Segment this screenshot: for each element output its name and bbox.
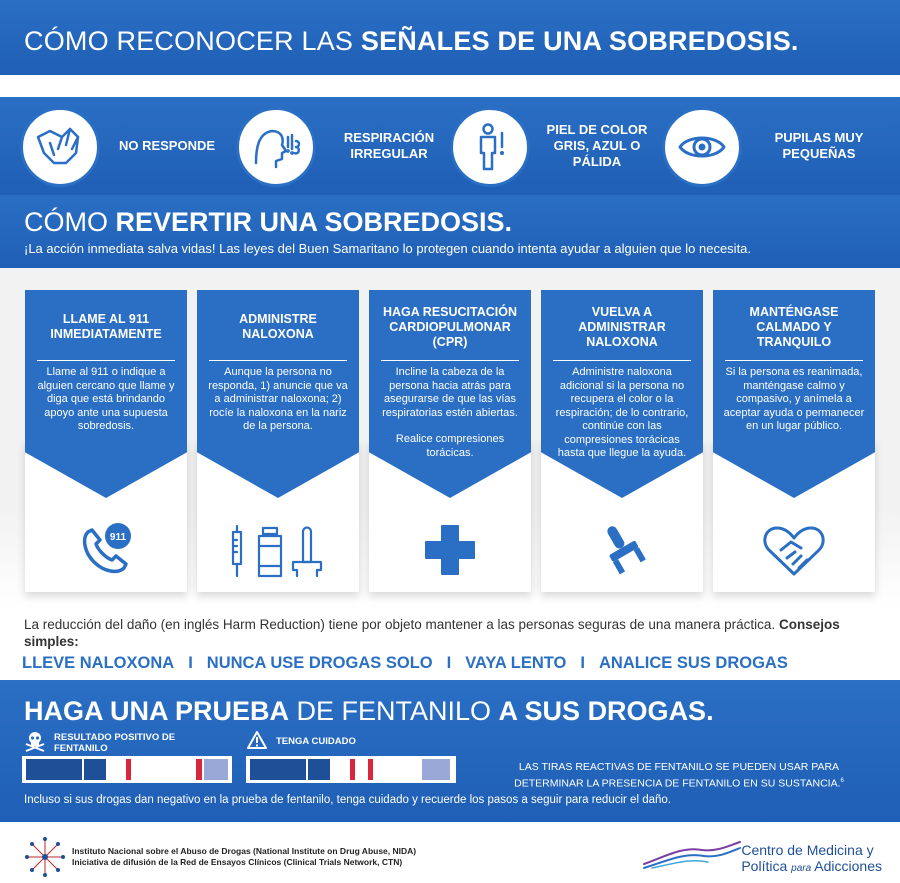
tip-item: LLEVE NALOXONA	[22, 654, 175, 672]
tip-item: VAYA LENTO	[465, 654, 567, 672]
section-subtitle: ¡La acción inmediata salva vidas! Las leyes del Buen Samaritano lo protegen cuando intenta ayudar a alguien que lo necesita.	[24, 241, 752, 256]
sign-label: NO RESPONDE	[118, 138, 216, 153]
step-title: HAGA RESUCITACIÓN CARDIOPULMONAR (CPR)	[382, 304, 518, 349]
step-title: VUELVA A ADMINISTRAR NALOXONA	[578, 304, 666, 349]
step-body: Llame al 911 o indique a alguien cercano que llame y diga que está brindando apoyo ante una supuesta sobredosis.	[37, 366, 175, 432]
irregular-breathing-icon	[236, 107, 316, 187]
steps-area	[0, 268, 900, 610]
step-body: Administre naloxona adicional si la persona no recupera el color o la respiración; de lo contrario, continúe con las compresiones torácicas hasta que llegue la ayuda.	[555, 366, 689, 459]
nasal-spray-icon	[541, 518, 703, 582]
harm-reduction-section	[0, 614, 900, 680]
tip-separator: I	[580, 654, 585, 672]
footer	[0, 822, 900, 883]
naloxone-kit-icon	[197, 518, 359, 582]
step-card-naloxone	[197, 290, 359, 592]
medical-cross-icon	[369, 518, 531, 582]
nida-network-logo-icon	[24, 836, 66, 883]
step-card-readminister	[541, 290, 703, 592]
tip-separator: I	[188, 654, 193, 672]
skull-crossbones-icon	[24, 730, 46, 755]
caution-test-strip	[246, 756, 456, 783]
nida-credit: Instituto Nacional sobre el Abuso de Drogas (National Institute on Drug Abuse, NIDA) Iniciativa de difusión de la Red de Ensayos Clínicos (Clinical Trials Network, CTN)	[72, 846, 417, 867]
reverse-header-band	[0, 195, 900, 268]
fentanyl-test-band	[0, 680, 900, 822]
step-title: MANTÉNGASE CALMADO Y TRANQUILO	[749, 304, 839, 349]
ctn-wave-logo-icon	[642, 836, 742, 875]
badge-911: 911	[109, 532, 127, 543]
page-title: CÓMO RECONOCER LAS SEÑALES DE UNA SOBREDOSIS.	[24, 26, 799, 56]
warning-triangle-icon	[246, 730, 268, 753]
sign-label: RESPIRACIÓN IRREGULAR	[343, 130, 435, 161]
fentanyl-title: HAGA UNA PRUEBA DE FENTANILO A SUS DROGAS.	[24, 696, 714, 726]
step-title: ADMINISTRE NALOXONA	[239, 312, 317, 341]
step-card-stay-calm	[713, 290, 875, 592]
person-pale-icon	[450, 107, 530, 187]
positive-strip-label: RESULTADO POSITIVO DE FENTANILO	[24, 730, 184, 755]
fentanyl-strip-note: LAS TIRAS REACTIVAS DE FENTANILO SE PUEDEN USAR PARA DETERMINAR LA PRESENCIA DE FENTANILO EN SU SUSTANCIA.$^6$	[514, 761, 844, 790]
step-body: Aunque la persona no responda, 1) anuncie que va a administrar naloxona; 2) rocíe la naloxona en la nariz de la persona.	[208, 366, 348, 432]
harm-reduction-text: La reducción del daño (en inglés Harm Reduction) tiene por objeto mantener a las personas seguras de una manera práctica. Consejos simples:	[24, 617, 840, 649]
positive-test-strip	[22, 756, 232, 783]
overdose-signs-band	[0, 97, 900, 195]
tips-row	[22, 654, 788, 673]
unresponsive-hand-icon	[20, 107, 100, 187]
org-credit: Centro de Medicina y Política para Adicciones	[741, 842, 882, 874]
tip-item: ANALICE SUS DROGAS	[598, 654, 788, 672]
sign-label: PUPILAS MUY PEQUEÑAS	[774, 130, 864, 161]
heart-handshake-icon	[713, 518, 875, 582]
step-body: Si la persona es reanimada, manténgase calmo y compasivo, y anímela a aceptar ayuda o permanecer en un lugar público.	[723, 366, 865, 432]
sign-label: PIEL DE COLOR GRIS, AZUL O PÁLIDA	[546, 122, 648, 169]
phone-911-icon	[25, 518, 187, 582]
step-title: LLAME AL 911 INMEDIATAMENTE	[50, 312, 162, 341]
eye-icon	[662, 107, 742, 187]
step-card-cpr	[369, 290, 531, 592]
step-card-call-911	[25, 290, 187, 592]
tip-separator: I	[446, 654, 452, 672]
tip-item: NUNCA USE DROGAS SOLO	[206, 654, 433, 672]
caution-strip-label: TENGA CUIDADO	[246, 730, 356, 753]
header-band	[0, 0, 900, 75]
step-body: Incline la cabeza de la persona hacia atrás para asegurarse de que las vías respiratorias estén abiertas. Realice compresiones torácicas.	[382, 366, 518, 459]
fentanyl-footnote: Incluso si sus drogas dan negativo en la prueba de fentanilo, tenga cuidado y recuerde los pasos a seguir para reducir el daño.	[24, 794, 671, 806]
section-title: CÓMO REVERTIR UNA SOBREDOSIS.	[24, 207, 513, 237]
